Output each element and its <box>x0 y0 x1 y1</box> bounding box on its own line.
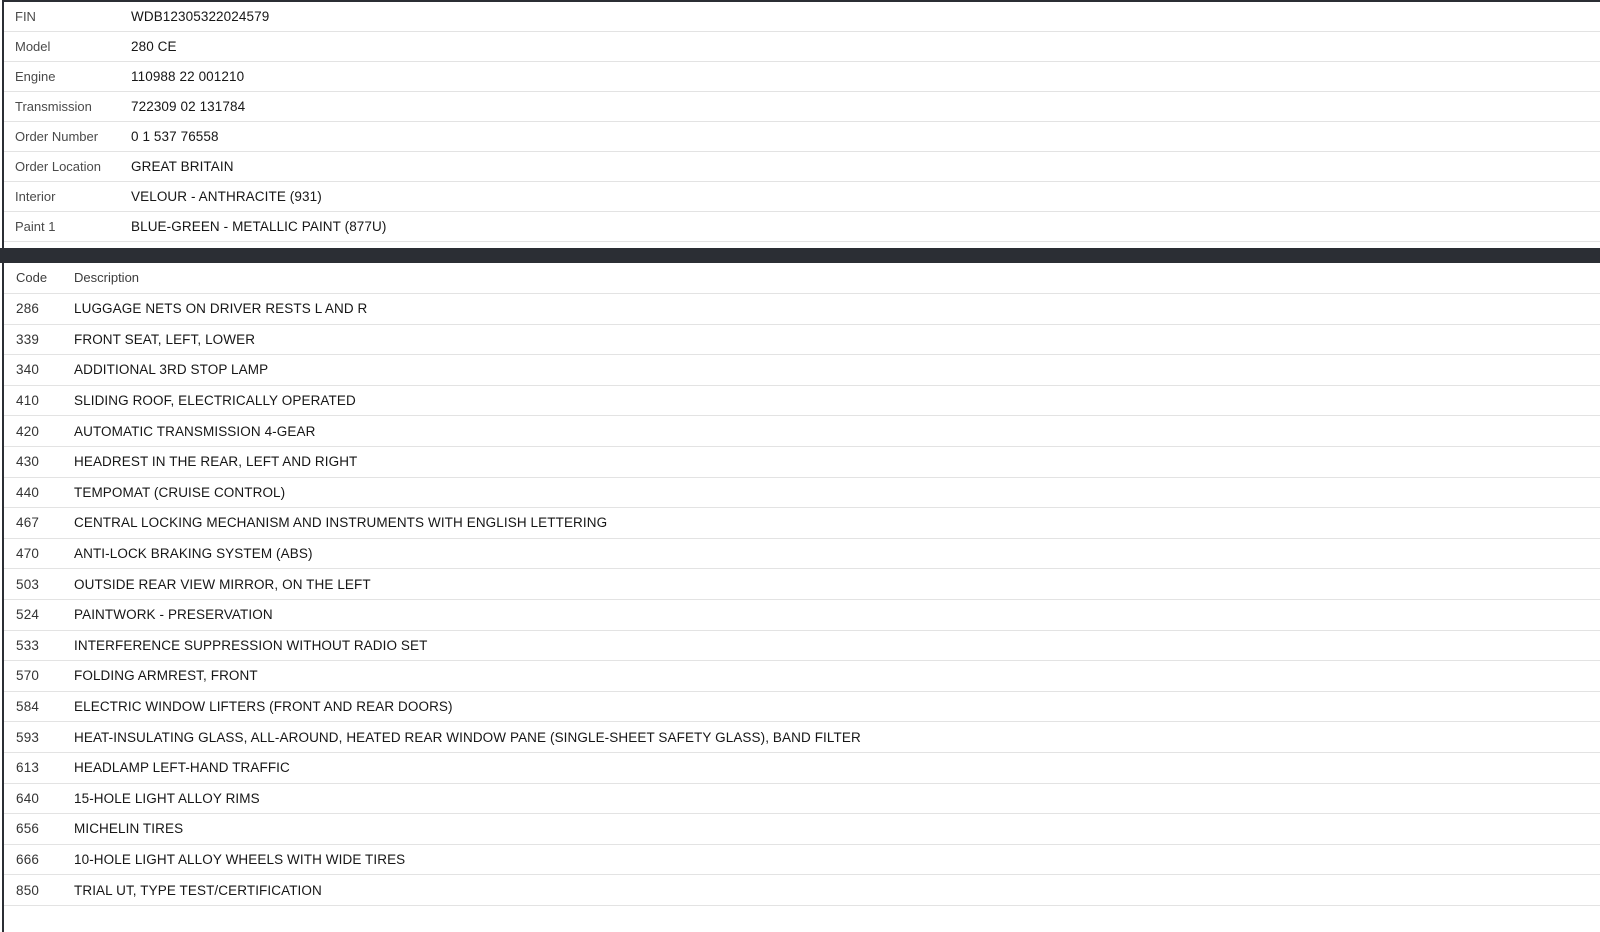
codes-header-row <box>4 263 1600 294</box>
option-description: ADDITIONAL 3RD STOP LAMP <box>73 355 1600 386</box>
option-description: HEADREST IN THE REAR, LEFT AND RIGHT <box>73 446 1600 477</box>
info-row <box>4 1 1600 31</box>
option-code: 524 <box>4 599 73 630</box>
info-value: WDB12305322024579 <box>130 1 1600 31</box>
option-code: 467 <box>4 508 73 539</box>
option-code: 533 <box>4 630 73 661</box>
option-code-row <box>4 875 1600 906</box>
option-codes-header <box>4 263 1600 294</box>
option-description: HEAT-INSULATING GLASS, ALL-AROUND, HEATED REAR WINDOW PANE (SINGLE-SHEET SAFETY GLASS), BAND FILTER <box>73 722 1600 753</box>
option-code-row <box>4 508 1600 539</box>
option-code: 850 <box>4 875 73 906</box>
info-label: Model <box>4 31 130 61</box>
option-description: FRONT SEAT, LEFT, LOWER <box>73 324 1600 355</box>
option-description: OUTSIDE REAR VIEW MIRROR, ON THE LEFT <box>73 569 1600 600</box>
info-value: 0 1 537 76558 <box>130 121 1600 151</box>
option-code: 430 <box>4 446 73 477</box>
info-value: 280 CE <box>130 31 1600 61</box>
option-code-row <box>4 691 1600 722</box>
info-label: Order Number <box>4 121 130 151</box>
info-value: VELOUR - ANTHRACITE (931) <box>130 181 1600 211</box>
option-description: AUTOMATIC TRANSMISSION 4-GEAR <box>73 416 1600 447</box>
option-code: 340 <box>4 355 73 386</box>
option-description: PAINTWORK - PRESERVATION <box>73 599 1600 630</box>
vehicle-datacard-page <box>2 0 1600 932</box>
option-codes-table <box>4 263 1600 906</box>
option-code-row <box>4 844 1600 875</box>
option-description: INTERFERENCE SUPPRESSION WITHOUT RADIO SET <box>73 630 1600 661</box>
option-code: 593 <box>4 722 73 753</box>
option-code-row <box>4 783 1600 814</box>
option-code-row <box>4 416 1600 447</box>
option-description: MICHELIN TIRES <box>73 814 1600 845</box>
info-row <box>4 121 1600 151</box>
vehicle-info-body <box>4 1 1600 241</box>
option-code-row <box>4 538 1600 569</box>
info-label: Order Location <box>4 151 130 181</box>
info-value: BLUE-GREEN - METALLIC PAINT (877U) <box>130 211 1600 241</box>
option-description: CENTRAL LOCKING MECHANISM AND INSTRUMENTS WITH ENGLISH LETTERING <box>73 508 1600 539</box>
option-code-row <box>4 355 1600 386</box>
info-label: Engine <box>4 61 130 91</box>
option-code: 470 <box>4 538 73 569</box>
info-row <box>4 31 1600 61</box>
info-row <box>4 181 1600 211</box>
option-code-row <box>4 722 1600 753</box>
option-code: 440 <box>4 477 73 508</box>
option-description: TEMPOMAT (CRUISE CONTROL) <box>73 477 1600 508</box>
option-code-row <box>4 477 1600 508</box>
info-label: Paint 1 <box>4 211 130 241</box>
option-code: 656 <box>4 814 73 845</box>
info-label: Interior <box>4 181 130 211</box>
info-row <box>4 91 1600 121</box>
option-code-row <box>4 752 1600 783</box>
option-code: 339 <box>4 324 73 355</box>
option-code: 666 <box>4 844 73 875</box>
option-code: 503 <box>4 569 73 600</box>
option-description: SLIDING ROOF, ELECTRICALLY OPERATED <box>73 385 1600 416</box>
option-code: 584 <box>4 691 73 722</box>
option-description: FOLDING ARMREST, FRONT <box>73 661 1600 692</box>
option-description: TRIAL UT, TYPE TEST/CERTIFICATION <box>73 875 1600 906</box>
info-row <box>4 151 1600 181</box>
option-description: ANTI-LOCK BRAKING SYSTEM (ABS) <box>73 538 1600 569</box>
section-divider-bar <box>0 248 1600 263</box>
description-column-header: Description <box>73 263 1600 294</box>
option-code-row <box>4 385 1600 416</box>
option-description: 10-HOLE LIGHT ALLOY WHEELS WITH WIDE TIRES <box>73 844 1600 875</box>
option-code: 570 <box>4 661 73 692</box>
option-code: 640 <box>4 783 73 814</box>
option-code: 286 <box>4 294 73 325</box>
option-code-row <box>4 630 1600 661</box>
vehicle-info-table <box>4 0 1600 242</box>
option-description: 15-HOLE LIGHT ALLOY RIMS <box>73 783 1600 814</box>
option-code-row <box>4 661 1600 692</box>
option-code: 420 <box>4 416 73 447</box>
code-column-header: Code <box>4 263 73 294</box>
info-row <box>4 61 1600 91</box>
info-label: FIN <box>4 1 130 31</box>
info-value: 110988 22 001210 <box>130 61 1600 91</box>
info-value: GREAT BRITAIN <box>130 151 1600 181</box>
info-value: 722309 02 131784 <box>130 91 1600 121</box>
option-code-row <box>4 446 1600 477</box>
option-code-row <box>4 569 1600 600</box>
option-code-row <box>4 294 1600 325</box>
option-description: ELECTRIC WINDOW LIFTERS (FRONT AND REAR DOORS) <box>73 691 1600 722</box>
option-description: LUGGAGE NETS ON DRIVER RESTS L AND R <box>73 294 1600 325</box>
option-code-row <box>4 599 1600 630</box>
option-code-row <box>4 814 1600 845</box>
info-label: Transmission <box>4 91 130 121</box>
option-code-row <box>4 324 1600 355</box>
option-codes-body <box>4 294 1600 906</box>
option-code: 613 <box>4 752 73 783</box>
option-description: HEADLAMP LEFT-HAND TRAFFIC <box>73 752 1600 783</box>
info-row <box>4 211 1600 241</box>
option-code: 410 <box>4 385 73 416</box>
